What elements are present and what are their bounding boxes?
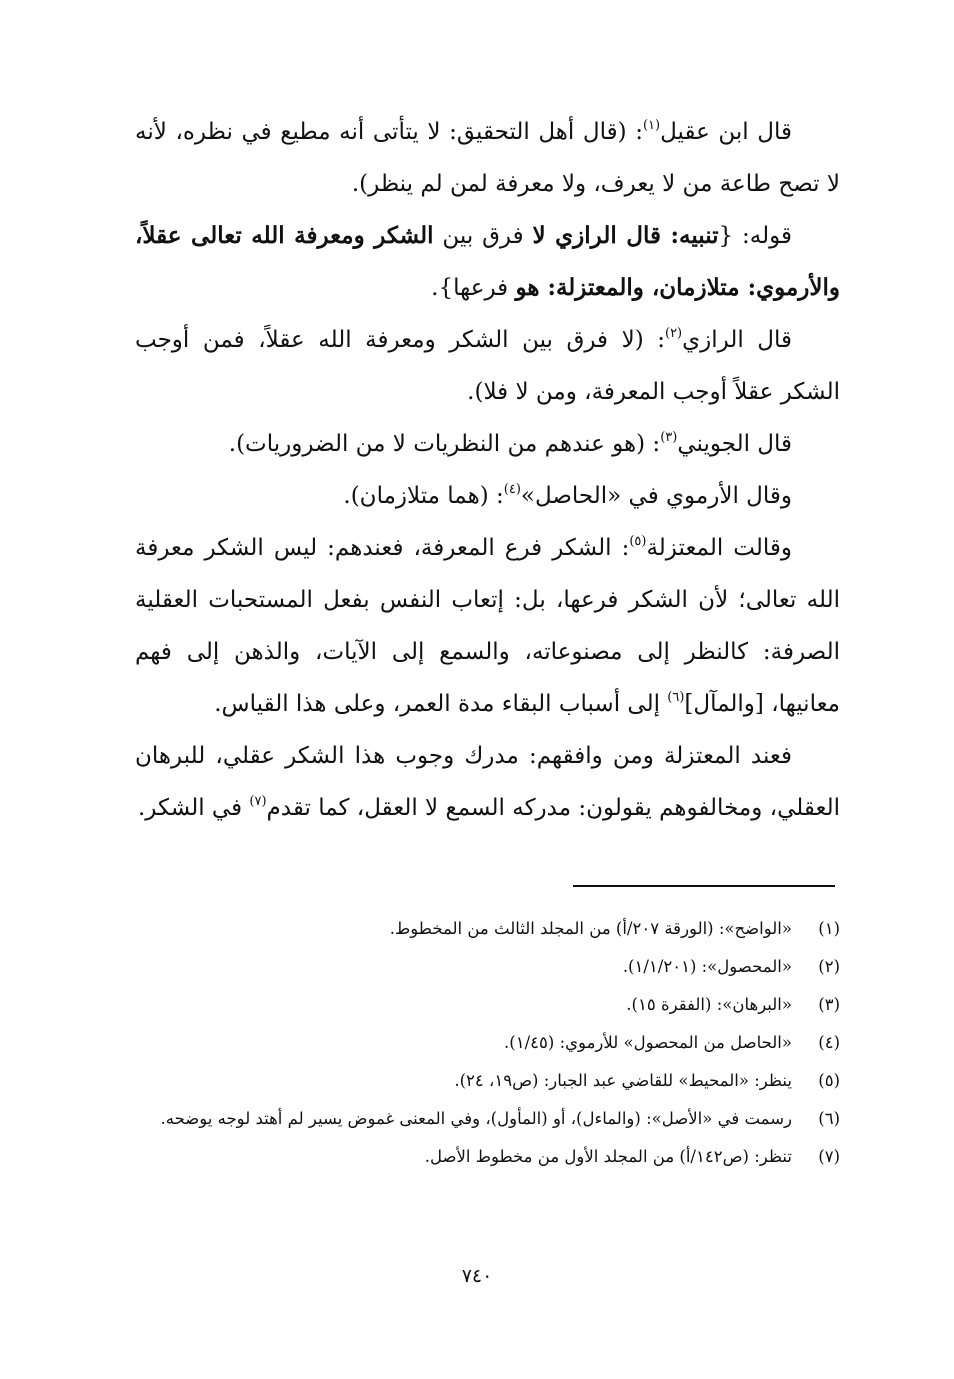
paragraph-text: قال الجويني (677, 431, 792, 457)
footnote-text: رسمت في «الأصل»: (والماءل)، أو (المأول)، وفي المعنى غموض يسير لم أهتد لوجه يوضحه. (160, 1109, 792, 1128)
footnote-item (135, 948, 840, 986)
footnote-text: تنظر: (ص١٤٢/أ) من المجلد الأول من مخطوط الأصل. (424, 1147, 792, 1166)
paragraph-text: قال ابن عقيل (660, 119, 793, 145)
footnote-ref-1[interactable]: (١) (642, 118, 661, 133)
footnote-ref-4[interactable]: (٤) (503, 482, 521, 497)
footnote-number: (٢) (818, 957, 840, 976)
paragraph-text: : (قال أهل التحقيق: لا يتأتى أنه مطيع في نظره، لأنه لا تصح طاعة من لا يعرف، ولا معرفة لمن لم ينظر). (135, 119, 840, 197)
footnote-item (135, 986, 840, 1024)
paragraph-text: في الشكر. (138, 795, 250, 821)
paragraph-armawi (135, 470, 840, 522)
footnote-ref-2[interactable]: (٢) (664, 326, 683, 341)
paragraph-text: قال الرازي (682, 327, 792, 353)
paragraph-text: : (هو عندهم من النظريات لا من الضروريات). (228, 431, 661, 457)
paragraph-text: : (لا فرق بين الشكر ومعرفة الله عقلاً، فمن أوجب الشكر عقلاً أوجب المعرفة، ومن لا فلا). (135, 327, 840, 405)
footnote-item (135, 910, 840, 948)
paragraph-text: وقال الأرموي في «الحاصل» (520, 483, 792, 509)
footnote-number: (٦) (818, 1109, 840, 1128)
footnote-ref-3[interactable]: (٣) (660, 430, 678, 445)
footnote-text: «الواضح»: (الورقة ٢٠٧/أ) من المجلد الثالث من المخطوط. (389, 919, 792, 938)
footnote-ref-5[interactable]: (٥) (629, 534, 647, 549)
paragraph-text: : (هما متلازمان). (343, 483, 504, 509)
paragraph-text: : الشكر فرع المعرفة، فعندهم: ليس الشكر معرفة الله تعالى؛ لأن الشكر فرعها، بل: إتعاب النفس بفعل المستحبات العقلية الصرفة: كالنظر إلى مصنوعاته، والسمع إلى الآيات، والذهن إلى فهم معانيها، [والمآل] (135, 535, 840, 717)
footnote-item (135, 1100, 840, 1138)
paragraph-ibn-aqil (135, 106, 840, 210)
footnote-number: (٤) (818, 1033, 840, 1052)
paragraph-text: فرق بين (433, 223, 533, 249)
footnote-text: ينظر: «المحيط» للقاضي عبد الجبار: (ص١٩، ٢٤). (454, 1071, 792, 1090)
paragraph-tanbih (135, 210, 840, 314)
footnote-ref-6[interactable]: (٦) (667, 690, 685, 705)
paragraph-razi (135, 314, 840, 418)
footnote-number: (٥) (818, 1071, 840, 1090)
bold-text: الشكر ومعرفة الله تعالى عقلاً، والأرموي: متلازمان، والمعتزلة: هو (135, 222, 840, 301)
footnote-text: «الحاصل من المحصول» للأرموي: (١/٤٥). (504, 1033, 792, 1052)
main-text (135, 106, 840, 834)
paragraph-text: فعند المعتزلة ومن وافقهم: مدرك وجوب هذا الشكر عقلي، للبرهان العقلي، ومخالفوهم يقولون: مدركه السمع لا العقل، كما تقدم (135, 743, 840, 821)
paragraph-conclusion (135, 730, 840, 834)
bold-text: تنبيه: قال الرازي لا (532, 222, 719, 249)
footnote-number: (١) (818, 919, 840, 938)
footnote-number: (٧) (818, 1147, 840, 1166)
footnote-ref-7[interactable]: (٧) (249, 794, 267, 809)
footnotes (135, 910, 840, 1176)
paragraph-mutazila (135, 522, 840, 730)
footnote-item (135, 1024, 840, 1062)
footnote-number: (٣) (818, 995, 840, 1014)
footnote-separator (573, 885, 835, 887)
paragraph-juwayni (135, 418, 840, 470)
paragraph-text: قوله: { (718, 223, 792, 249)
footnote-text: «البرهان»: (الفقرة ١٥). (626, 995, 792, 1014)
paragraph-text: فرعها}. (431, 275, 516, 301)
paragraph-text: وقالت المعتزلة (646, 535, 792, 561)
page-number: ٧٤٠ (461, 1265, 493, 1287)
footnote-item (135, 1138, 840, 1176)
footnote-text: «المحصول»: (١/١/٢٠١). (622, 957, 792, 976)
paragraph-text: إلى أسباب البقاء مدة العمر، وعلى هذا القياس. (214, 691, 668, 717)
footnote-item (135, 1062, 840, 1100)
